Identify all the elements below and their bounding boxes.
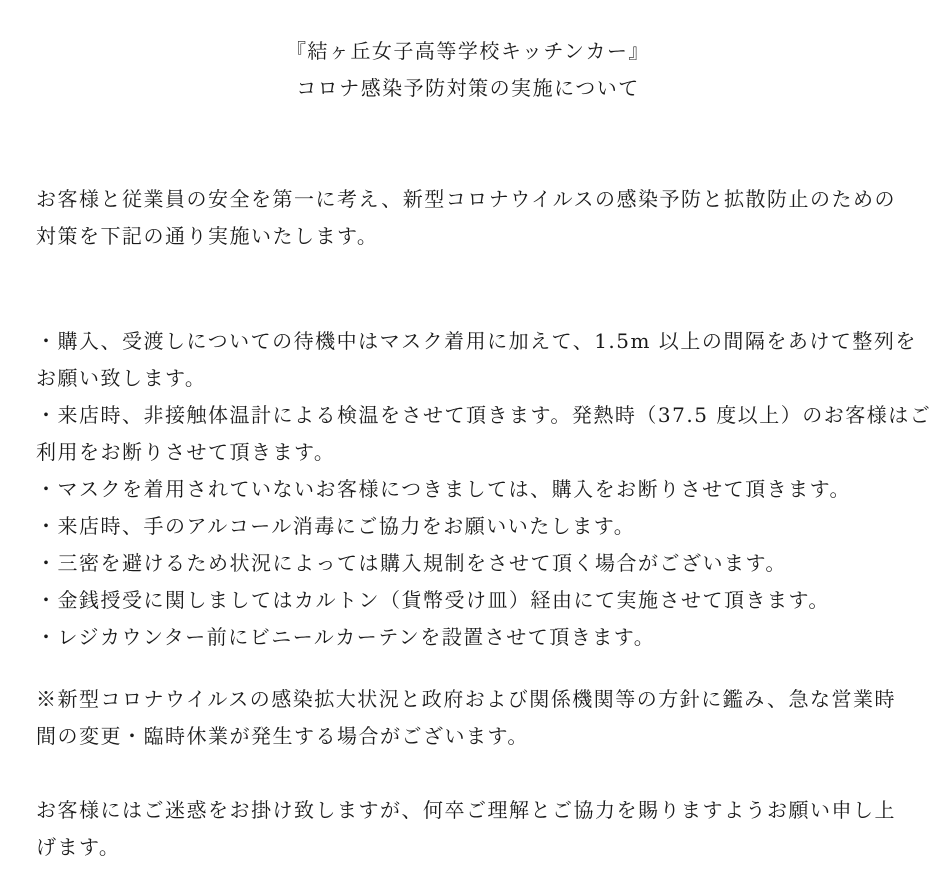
document-title [36, 33, 900, 107]
note-line-1: ※新型コロナウイルスの感染拡大状況と政府および関係機関等の方針に鑑み、急な営業時 [36, 687, 896, 711]
measure-item-hand-sanitizer [36, 508, 900, 545]
spacer [36, 255, 900, 323]
measure-item-mask-required [36, 471, 900, 508]
intro-line-1: お客様と従業員の安全を第一に考え、新型コロナウイルスの感染予防と拡散防止のための [36, 187, 896, 211]
measure-item-temperature-check [36, 397, 932, 471]
measure-line: ・レジカウンター前にビニールカーテンを設置させて頂きます。 [36, 625, 656, 649]
intro-line-2: 対策を下記の通り実施いたします。 [36, 224, 379, 248]
measure-line: ・三密を避けるため状況によっては購入規制をさせて頂く場合がございます。 [36, 551, 787, 575]
measure-item-cash-tray [36, 582, 900, 619]
measure-line: ・購入、受渡しについての待機中はマスク着用に加えて、1.5m 以上の間隔をあけて整列を [36, 329, 917, 353]
spacer [36, 656, 900, 681]
title-line-2: コロナ感染予防対策の実施について [296, 76, 640, 100]
closing-line-1: お客様にはご迷惑をお掛け致しますが、何卒ご理解とご協力を賜りますようお願い申し上 [36, 798, 896, 822]
spacer [36, 755, 900, 792]
measure-item-queue-spacing [36, 323, 917, 397]
measure-item-purchase-limit [36, 545, 900, 582]
measure-item-vinyl-curtain [36, 619, 900, 656]
measure-line: ・来店時、手のアルコール消毒にご協力をお願いいたします。 [36, 514, 636, 538]
measure-line: ・マスクを着用されていないお客様につきましては、購入をお断りさせて頂きます。 [36, 477, 851, 501]
measures-list [36, 323, 932, 656]
measure-line: ・来店時、非接触体温計による検温をさせて頂きます。発熱時（37.5 度以上）のお客様はご [36, 403, 932, 427]
note-paragraph [36, 681, 900, 755]
measure-line: 利用をお断りさせて頂きます。 [36, 440, 336, 464]
measure-line: ・金銭授受に関しましてはカルトン（貨幣受け皿）経由にて実施させて頂きます。 [36, 588, 830, 612]
spacer [36, 107, 900, 181]
title-line-1: 『結ヶ丘女子高等学校キッチンカー』 [285, 39, 651, 63]
intro-paragraph [36, 181, 900, 255]
closing-line-2: げます。 [36, 835, 121, 859]
note-line-2: 間の変更・臨時休業が発生する場合がございます。 [36, 724, 529, 748]
measure-line: お願い致します。 [36, 366, 207, 390]
closing-paragraph [36, 792, 900, 866]
